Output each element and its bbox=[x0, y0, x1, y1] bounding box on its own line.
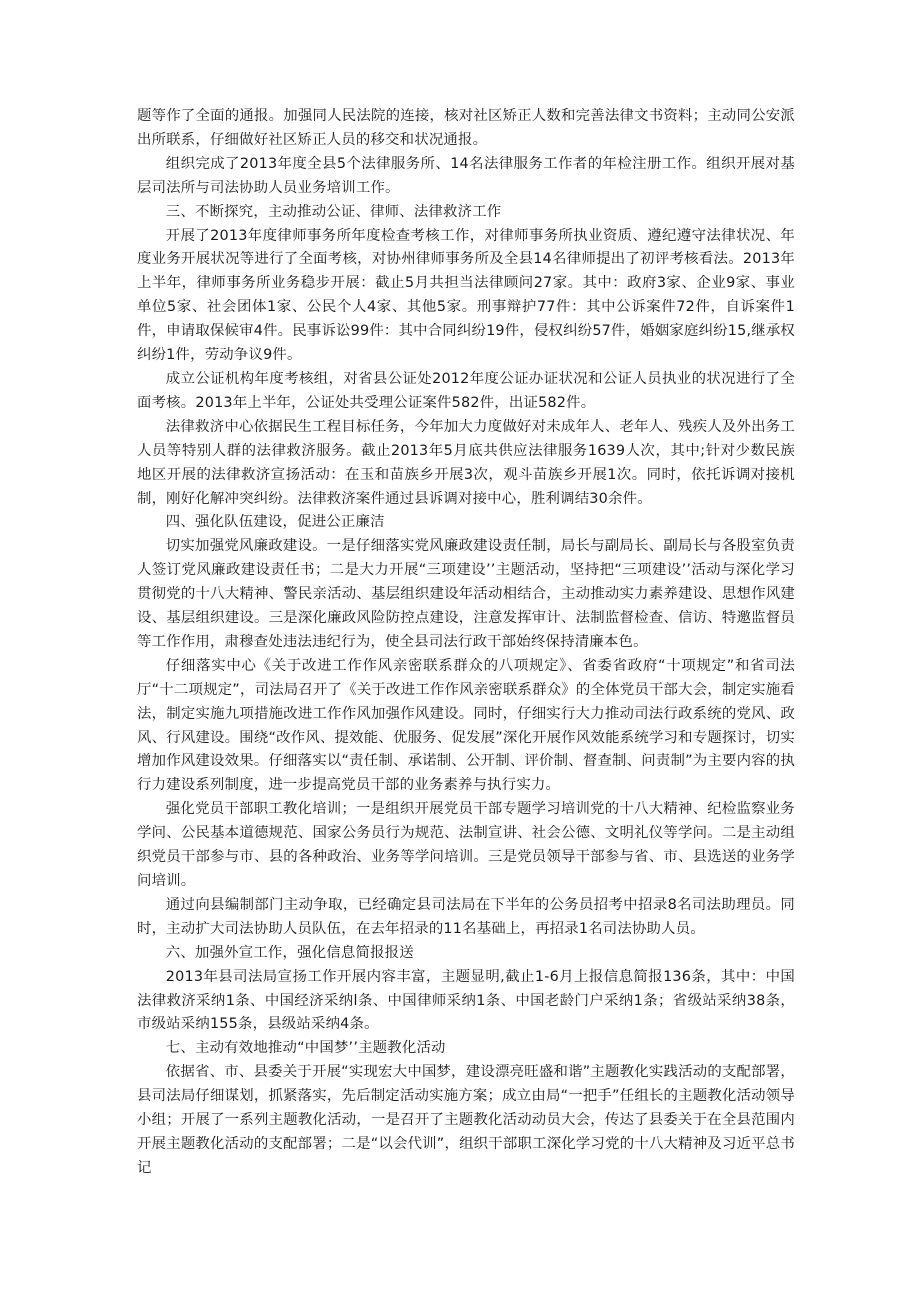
section-heading: 六、加强外宣工作，强化信息简报报送 bbox=[165, 944, 414, 961]
section-heading: 四、强化队伍建设，促进公正廉洁 bbox=[165, 514, 385, 531]
paragraph: 通过向县编制部门主动争取，已经确定县司法局在下半年的公务员招考中招录8名司法助理员。同时，主动扩大司法协助人员队伍，在去年招录的11名基础上，再招录1名司法协助人员。 bbox=[137, 896, 795, 937]
document-body bbox=[137, 105, 795, 1181]
paragraph: 依据省、市、县委关于开展“实现宏大中国梦，建设漂亮旺盛和谐”主题教化实践活动的支配部署，县司法局仔细谋划，抓紧落实，先后制定活动实施方案；成立由局“一把手”任组长的主题教化活动领导小组；开展了一系列主题教化活动，一是召开了主题教化活动动员大会，传达了县委关于在全县范围内开展主题教化活动的支配部署；二是“以会代训”，组织干部职工深化学习党的十八大精神及习近平总书记 bbox=[137, 1064, 795, 1176]
paragraph: 仔细落实中心《关于改进工作作风亲密联系群众的八项规定》、省委省政府“十项规定”和省司法厅“十二项规定”，司法局召开了《关于改进工作作风亲密联系群众》的全体党员干部大会，制定实施看法，制定实施九项措施改进工作作风加强作风建设。同时，仔细实行大力推动司法行政系统的党风、政风、行风建设。围绕“改作风、提效能、优服务、促发展”深化开展作风效能系统学习和专题探讨，切实增加作风建设效果。仔细落实以“责任制、承诺制、公开制、评价制、督查制、问责制”为主要内容的执行力建设系列制度，进一步提高党员干部的业务素养与执行实力。 bbox=[137, 657, 795, 794]
paragraph: 2013年县司法局宣扬工作开展内容丰富，主题显明,截止1-6月上报信息简报136条，其中：中国法律救济采纳1条、中国经济采纳l条、中国律师采纳1条、中国老龄门户采纳1条；省级站采纳38条，市级站采纳155条，县级站采纳4条。 bbox=[137, 968, 795, 1033]
paragraph: 组织完成了2013年度全县5个法律服务所、14名法律服务工作者的年检注册工作。组织开展对基层司法所与司法协助人员业务培训工作。 bbox=[137, 155, 795, 196]
paragraph: 开展了2013年度律师事务所年度检查考核工作，对律师事务所执业资质、遵纪遵守法律状况、年度业务开展状况等进行了全面考核，对协州律师事务所及全县14名律师提出了初评考核看法。2013年上半年，律师事务所业务稳步开展：截止5月共担当法律顾问27家。其中：政府3家、企业9家、事业单位5家、社会团体1家、公民个人4家、其他5家。刑事辩护77件：其中公诉案件72件，自诉案件1件，申请取保候审4件。民事诉讼99件：其中合同纠纷19件，侵权纠纷57件，婚姻家庭纠纷15,继承权纠纷1件，劳动争议9件。 bbox=[137, 227, 796, 364]
paragraph: 题等作了全面的通报。加强同人民法院的连接，核对社区矫正人数和完善法律文书资料；主动同公安派出所联系，仔细做好社区矫正人员的移交和状况通报。 bbox=[137, 108, 795, 148]
section-heading: 三、不断探究，主动推动公证、律师、法律救济工作 bbox=[165, 203, 502, 220]
paragraph: 法律救济中心依据民生工程目标任务，今年加大力度做好对未成年人、老年人、残疾人及外出务工人员等特别人群的法律救济服务。截止2013年5月底共供应法律服务1639人次，其中;针对少数民族地区开展的法律救济宣扬活动：在玉和苗族乡开展3次，观斗苗族乡开展1次。同时，依托诉调对接机制，刚好化解冲突纠纷。法律救济案件通过县诉调对接中心，胜利调结30余件。 bbox=[137, 418, 795, 507]
section-heading: 七、主动有效地推动“中国梦’’主题教化活动 bbox=[165, 1040, 446, 1057]
paragraph: 切实加强党风廉政建设。一是仔细落实党风廉政建设责任制，局长与副局长、副局长与各股室负责人签订党风廉政建设责任书；二是大力开展“三项建设’’主题活动，坚持把“三项建设’’活动与深化学习贯彻党的十八大精神、警民亲活动、基层组织建设年活动相结合，主动推动实力素养建设、思想作风建设、基层组织建设。三是深化廉政风险防控点建设，注意发挥审计、法制监督检查、信访、特邀监督员等工作作用，肃穆查处违法违纪行为，使全县司法行政干部始终保持清廉本色。 bbox=[137, 538, 795, 650]
paragraph: 强化党员干部职工教化培训；一是组织开展党员干部专题学习培训党的十八大精神、纪检监察业务学问、公民基本道德规范、国家公务员行为规范、法制宣讲、社会公德、文明礼仪等学问。二是主动组织党员干部参与市、县的各种政治、业务等学问培训。三是党员领导干部参与省、市、县选送的业务学问培训。 bbox=[137, 801, 795, 889]
paragraph: 成立公证机构年度考核组，对省县公证处2012年度公证办证状况和公证人员执业的状况进行了全面考核。2013年上半年，公证处共受理公证案件582件，出证582件。 bbox=[137, 370, 795, 411]
